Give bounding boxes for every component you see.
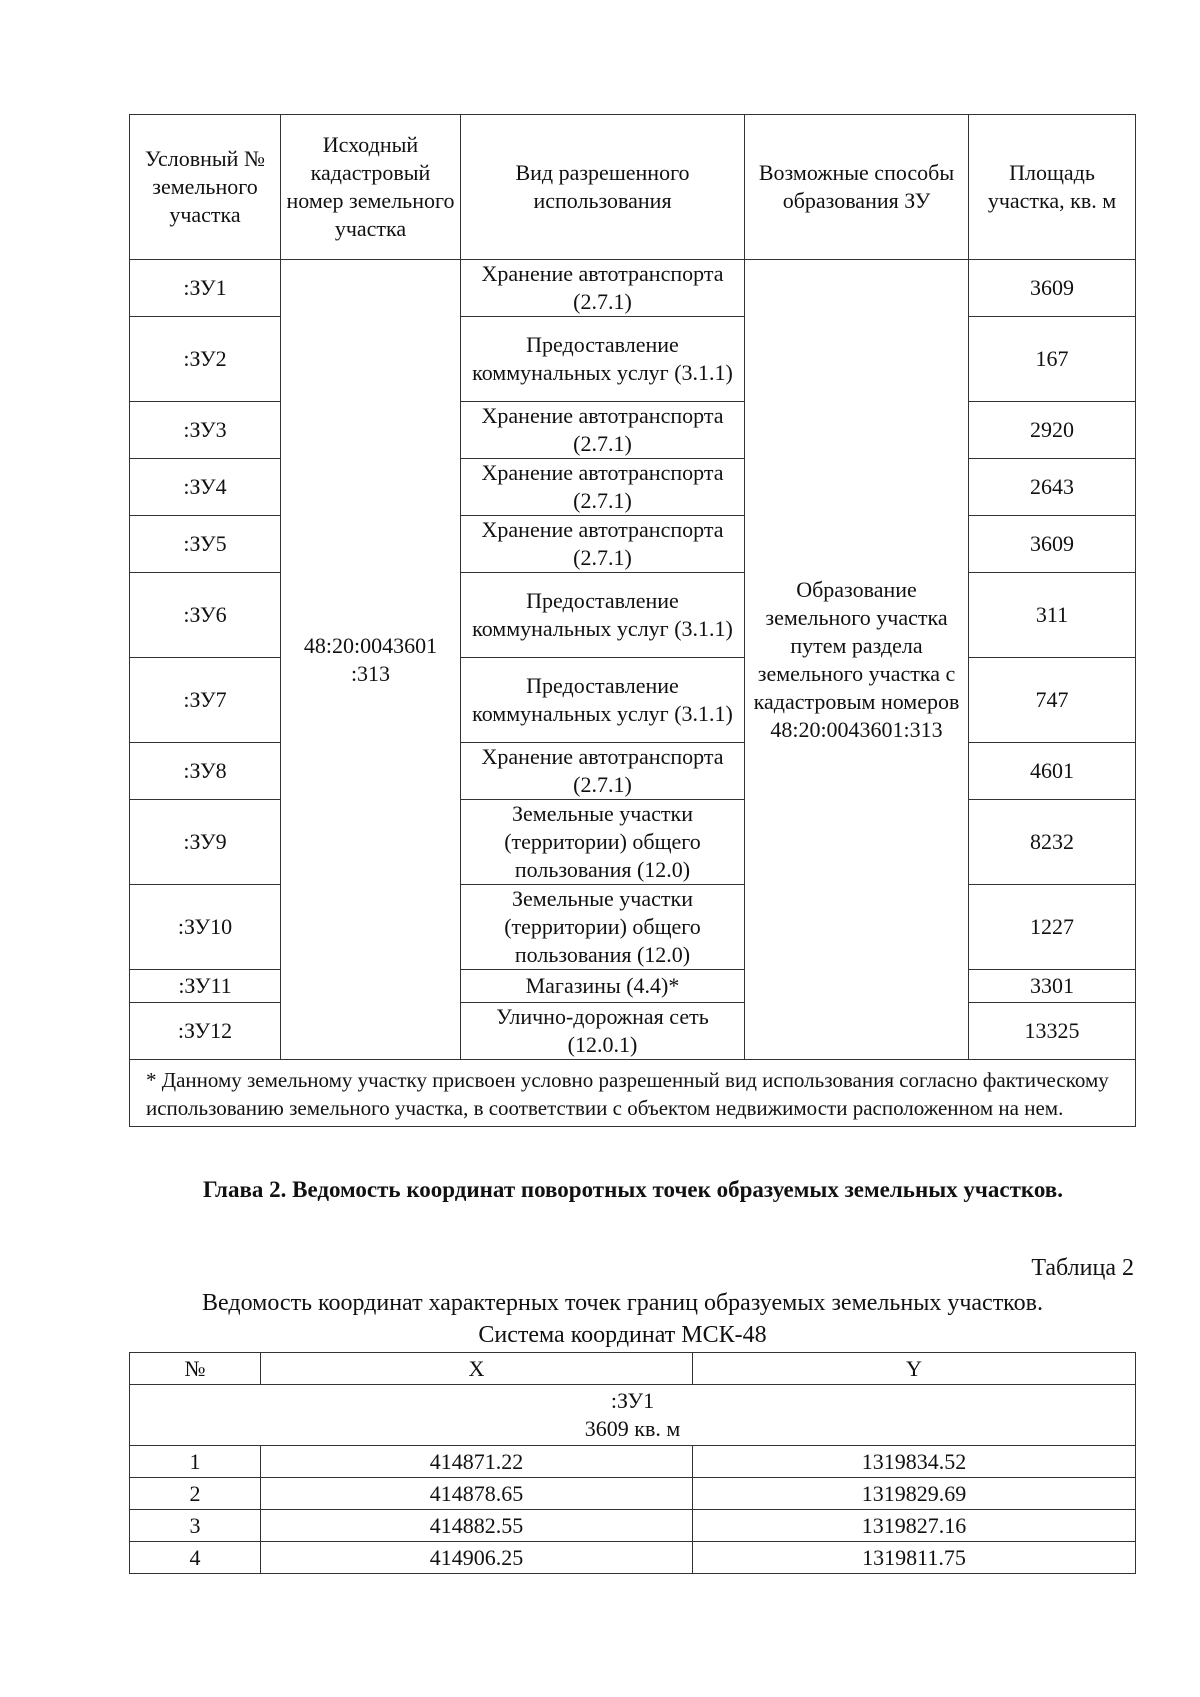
plot-id: :ЗУ3 — [130, 402, 281, 459]
plot-id: :ЗУ9 — [130, 800, 281, 885]
plot-id: :ЗУ2 — [130, 317, 281, 402]
point-y: 1319827.16 — [693, 1510, 1136, 1542]
point-x: 414906.25 — [261, 1542, 693, 1574]
coordinates-table — [129, 1352, 1136, 1574]
table-row — [130, 1542, 1136, 1574]
point-y: 1319834.52 — [693, 1446, 1136, 1478]
table-row — [130, 1446, 1136, 1478]
plot-use: Земельные участки (территории) общего пользования (12.0) — [461, 885, 745, 970]
plot-id: :ЗУ12 — [130, 1003, 281, 1060]
plot-use: Хранение автотранспорта (2.7.1) — [461, 402, 745, 459]
plot-area: 747 — [969, 658, 1136, 743]
header-number: № — [130, 1353, 261, 1385]
plot-id: :ЗУ10 — [130, 885, 281, 970]
plot-use: Магазины (4.4)* — [461, 970, 745, 1003]
point-y: 1319829.69 — [693, 1478, 1136, 1510]
header-formation-method: Возможные способы образования ЗУ — [745, 115, 969, 260]
plot-id: :ЗУ6 — [130, 573, 281, 658]
plot-id: :ЗУ1 — [130, 260, 281, 317]
table-row — [130, 1510, 1136, 1542]
caption-line-1: Ведомость координат характерных точек границ образуемых земельных участков. — [202, 1290, 1043, 1316]
plot-use: Хранение автотранспорта (2.7.1) — [461, 743, 745, 800]
plot-area: 13325 — [969, 1003, 1136, 1060]
plot-area: 3609 — [969, 516, 1136, 573]
plot-area: 4601 — [969, 743, 1136, 800]
point-number: 1 — [130, 1446, 261, 1478]
plot-id: :ЗУ8 — [130, 743, 281, 800]
plot-id: :ЗУ7 — [130, 658, 281, 743]
plot-area: 167 — [969, 317, 1136, 402]
plot-use: Хранение автотранспорта (2.7.1) — [461, 459, 745, 516]
point-x: 414878.65 — [261, 1478, 693, 1510]
table-row — [130, 1478, 1136, 1510]
plot-area: 2920 — [969, 402, 1136, 459]
plot-use: Улично-дорожная сеть (12.0.1) — [461, 1003, 745, 1060]
point-number: 3 — [130, 1510, 261, 1542]
chapter-heading: Глава 2. Ведомость координат поворотных точек образуемых земельных участков. — [203, 1177, 1063, 1202]
source-cadastral-number: 48:20:0043601 :313 — [281, 260, 461, 1060]
plot-use: Хранение автотранспорта (2.7.1) — [461, 260, 745, 317]
table-caption — [120, 1287, 1125, 1351]
table-label: Таблица 2 — [1031, 1255, 1134, 1281]
header-y: Y — [693, 1353, 1136, 1385]
plot-id: :ЗУ11 — [130, 970, 281, 1003]
plot-use: Предоставление коммунальных услуг (3.1.1) — [461, 317, 745, 402]
point-x: 414871.22 — [261, 1446, 693, 1478]
header-permitted-use: Вид разрешенного использования — [461, 115, 745, 260]
formation-method: Образование земельного участка путем раздела земельного участка с кадастровым номеров 48:20:0043601:313 — [745, 260, 969, 1060]
plot-area: 1227 — [969, 885, 1136, 970]
footnote: * Данному земельному участку присвоен условно разрешенный вид использования согласно фактическому использованию земельного участка, в соответствии с объектом недвижимости расположенном на нем. — [130, 1060, 1136, 1127]
land-plots-table — [129, 114, 1136, 1127]
plot-id: :ЗУ5 — [130, 516, 281, 573]
plot-area: 2643 — [969, 459, 1136, 516]
point-x: 414882.55 — [261, 1510, 693, 1542]
plot-area: 3609 — [969, 260, 1136, 317]
plot-area: 8232 — [969, 800, 1136, 885]
header-plot-number: Условный № земельного участка — [130, 115, 281, 260]
plot-use: Хранение автотранспорта (2.7.1) — [461, 516, 745, 573]
plot-area: 311 — [969, 573, 1136, 658]
point-number: 4 — [130, 1542, 261, 1574]
plot-use: Земельные участки (территории) общего пользования (12.0) — [461, 800, 745, 885]
plot-use: Предоставление коммунальных услуг (3.1.1) — [461, 658, 745, 743]
zone-id: :ЗУ1 — [610, 1388, 655, 1413]
point-y: 1319811.75 — [693, 1542, 1136, 1574]
plot-use: Предоставление коммунальных услуг (3.1.1) — [461, 573, 745, 658]
plot-area: 3301 — [969, 970, 1136, 1003]
zone-area: 3609 кв. м — [584, 1416, 681, 1441]
header-x: X — [261, 1353, 693, 1385]
caption-line-2: Система координат МСК-48 — [478, 1322, 767, 1348]
zone-header — [130, 1385, 1136, 1446]
header-source-cadastral: Исходный кадастровый номер земельного участка — [281, 115, 461, 260]
plot-id: :ЗУ4 — [130, 459, 281, 516]
header-area: Площадь участка, кв. м — [969, 115, 1136, 260]
point-number: 2 — [130, 1478, 261, 1510]
